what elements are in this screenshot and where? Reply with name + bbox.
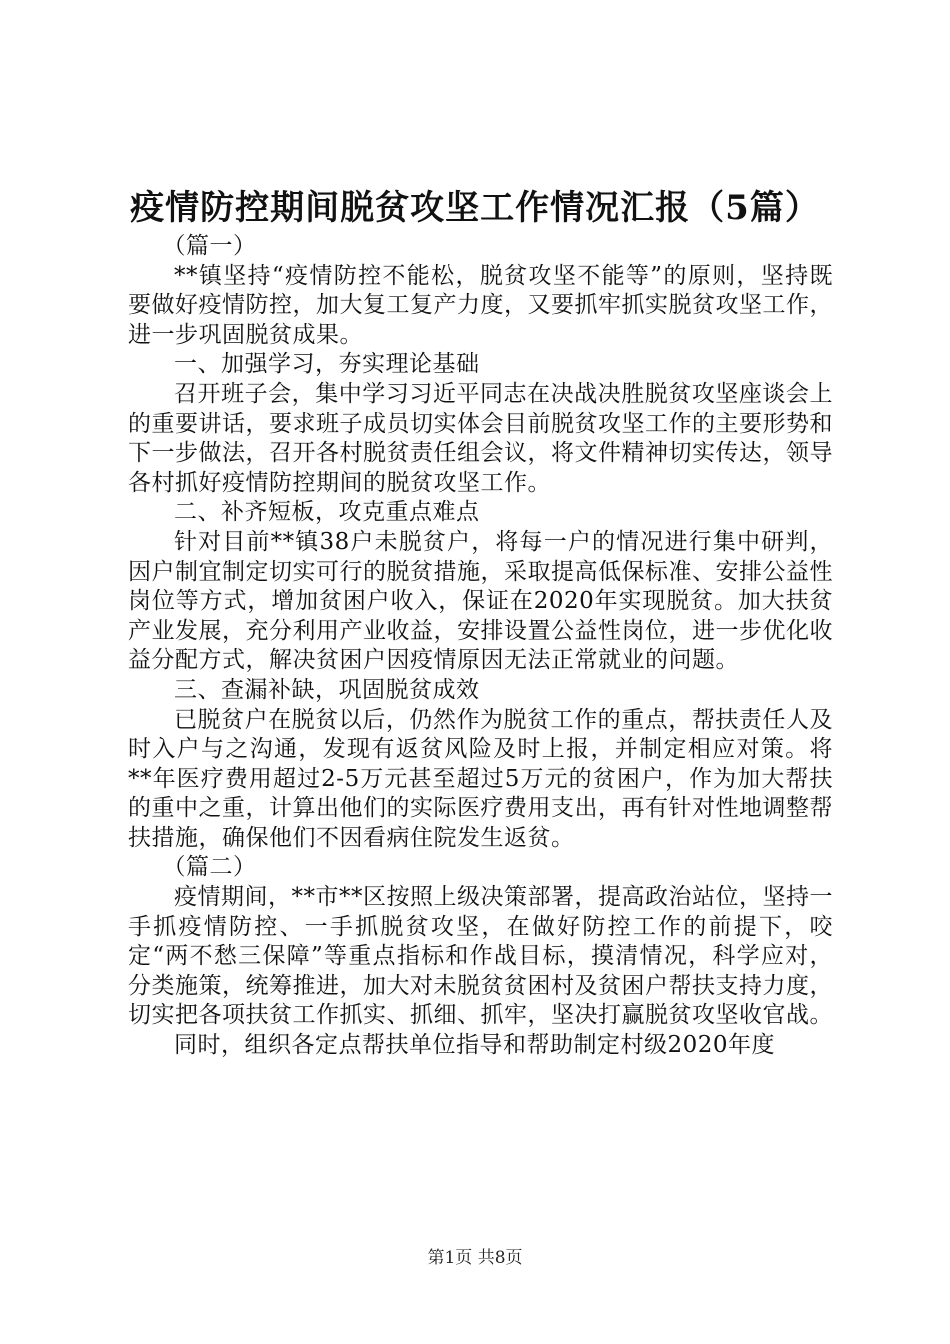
- paragraph-shortboard: 针对目前**镇38户未脱贫户，将每一户的情况进行集中研判，因户制宜制定切实可行的脱贫措施，采取提高低保标准、安排公益性岗位等方式，增加贫困户收入，保证在2020年实现脱贫。加大扶贫产业发展，充分利用产业收益，安排设置公益性岗位，进一步优化收益分配方式，解决贫困户因疫情原因无法正常就业的问题。: [128, 528, 833, 674]
- section-heading-consolidate: 三、查漏补缺，巩固脱贫成效: [174, 676, 480, 703]
- page-footer: 第1页 共8页: [427, 1248, 523, 1268]
- part-heading-1: （篇一）: [162, 233, 257, 259]
- paragraph-consolidate: 已脱贫户在脱贫以后，仍然作为脱贫工作的重点，帮扶责任人及时入户与之沟通，发现有返贫风险及时上报，并制定相应对策。将**年医疗费用超过2-5万元甚至超过5万元的贫困户，作为加大帮扶的重中之重，计算出他们的实际医疗费用支出，再有针对性地调整帮扶措施，确保他们不因看病住院发生返贫。: [128, 706, 833, 851]
- section-heading-study: 一、加强学习，夯实理论基础: [174, 351, 480, 378]
- section-heading-shortboard: 二、补齐短板，攻克重点难点: [174, 499, 480, 526]
- paragraph-intro-2: 疫情期间，**市**区按照上级决策部署，提高政治站位，坚持一手抓疫情防控、一手抓脱贫攻坚，在做好防控工作的前提下，咬定“两不愁三保障”等重点指标和作战目标，摸清情况，科学应对，分类施策，统筹推进，加大对未脱贫贫困村及贫困户帮扶支持力度，切实把各项扶贫工作抓实、抓细、抓牢，坚决打赢脱贫攻坚收官战。: [128, 884, 833, 1029]
- paragraph-study: 召开班子会，集中学习习近平同志在决战决胜脱贫攻坚座谈会上的重要讲话，要求班子成员切实体会目前脱贫攻坚工作的主要形势和下一步做法，召开各村脱贫责任组会议，将文件精神切实传达，领导各村抓好疫情防控期间的脱贫攻坚工作。: [128, 380, 833, 496]
- document-body: [128, 232, 833, 1061]
- paragraph-intro-1: **镇坚持“疫情防控不能松，脱贫攻坚不能等”的原则，坚持既要做好疫情防控，加大复工复产力度，又要抓牢抓实脱贫攻坚工作，进一步巩固脱贫成果。: [128, 262, 833, 348]
- paragraph-continued: 同时，组织各定点帮扶单位指导和帮助制定村级2020年度: [174, 1032, 776, 1059]
- document-title: 疫情防控期间脱贫攻坚工作情况汇报（5篇）: [130, 188, 820, 228]
- part-heading-2: （篇二）: [162, 854, 257, 881]
